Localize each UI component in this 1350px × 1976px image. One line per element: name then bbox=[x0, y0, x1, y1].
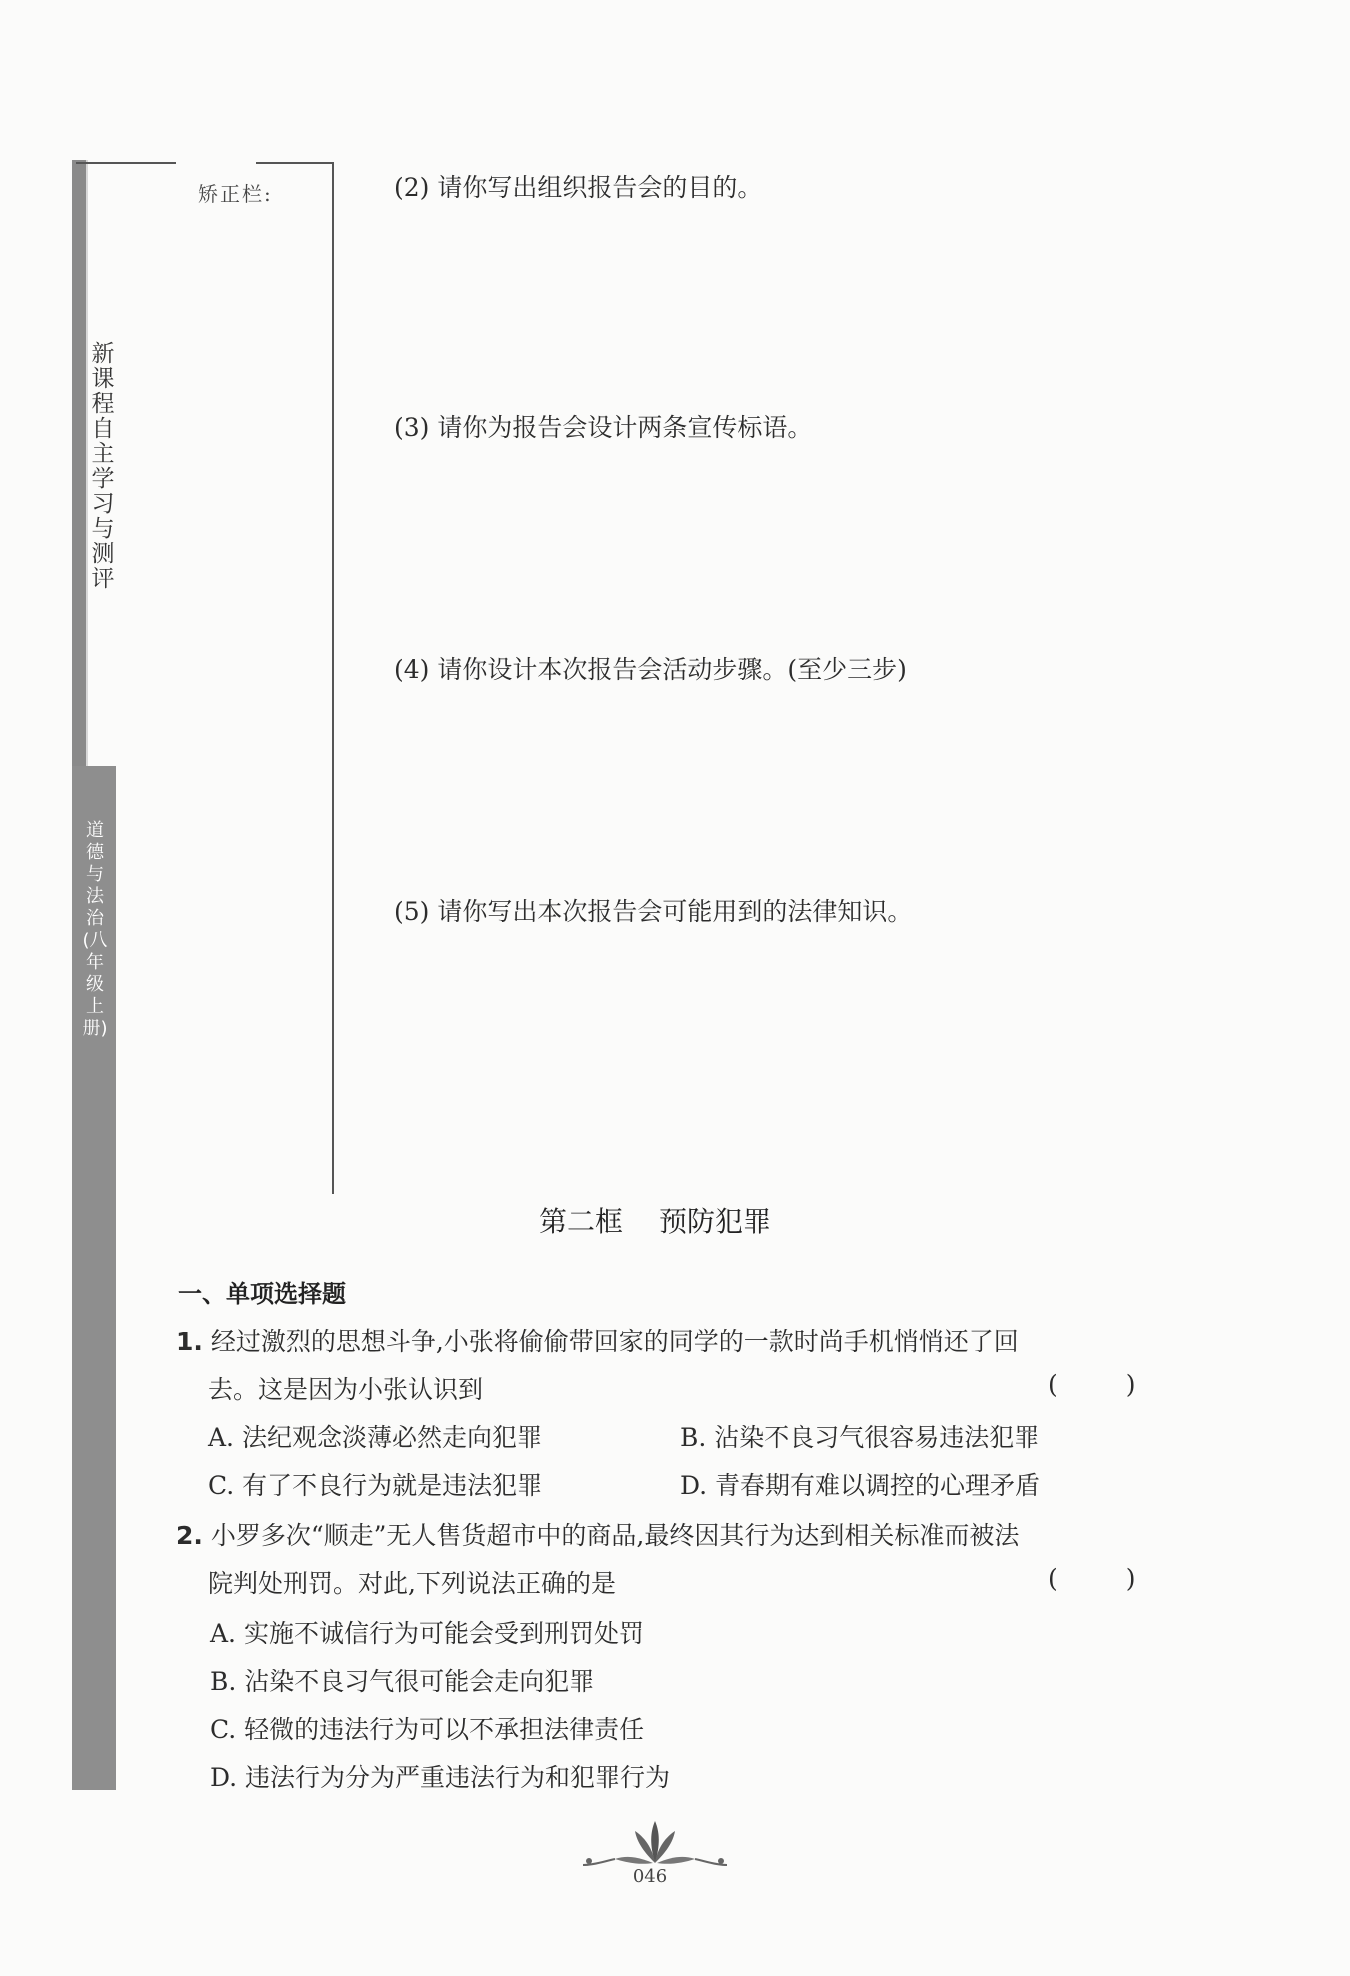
question-2-line-1 bbox=[176, 1516, 1019, 1552]
series-title: 新课程自主学习与测评 bbox=[91, 341, 115, 592]
heading-single-choice: 一、单项选择题 bbox=[178, 1280, 346, 1308]
floral-ornament-icon bbox=[575, 1815, 735, 1871]
question-part-3: (3) 请你为报告会设计两条宣传标语。 bbox=[394, 413, 813, 442]
section-label: 第二框 bbox=[538, 1205, 623, 1238]
section-title bbox=[0, 1200, 1310, 1240]
question-part-4: (4) 请你设计本次报告会活动步骤。(至少三步) bbox=[394, 655, 907, 684]
question-2-text-2: 院判处刑罚。对此,下列说法正确的是 bbox=[208, 1569, 616, 1598]
question-1-option-a[interactable]: A. 法纪观念淡薄必然走向犯罪 bbox=[208, 1423, 542, 1452]
question-2-answer-paren[interactable]: ( ) bbox=[1048, 1564, 1166, 1593]
question-2-text-1: 小罗多次“顺走”无人售货超市中的商品,最终因其行为达到相关标准而被法 bbox=[210, 1521, 1020, 1550]
subject-title: 道德与法治(八年级上册) bbox=[82, 820, 108, 1039]
question-1-text-2: 去。这是因为小张认识到 bbox=[208, 1375, 484, 1404]
question-1-line-1 bbox=[176, 1322, 1019, 1358]
question-1-number: 1. bbox=[176, 1327, 203, 1356]
question-2-option-d[interactable]: D. 违法行为分为严重违法行为和犯罪行为 bbox=[210, 1763, 671, 1792]
question-2-option-a[interactable]: A. 实施不诚信行为可能会受到刑罚处罚 bbox=[210, 1619, 644, 1648]
question-2-option-b[interactable]: B. 沾染不良习气很可能会走向犯罪 bbox=[210, 1667, 595, 1696]
page-number: 046 bbox=[632, 1866, 668, 1887]
question-1-answer-paren[interactable]: ( ) bbox=[1048, 1370, 1166, 1399]
question-part-2: (2) 请你写出组织报告会的目的。 bbox=[394, 173, 763, 202]
question-2-number: 2. bbox=[176, 1521, 203, 1550]
question-1-option-c[interactable]: C. 有了不良行为就是违法犯罪 bbox=[208, 1471, 543, 1500]
question-2-option-c[interactable]: C. 轻微的违法行为可以不承担法律责任 bbox=[210, 1715, 645, 1744]
correction-label: 矫正栏: bbox=[198, 182, 273, 206]
question-1-option-d[interactable]: D. 青春期有难以调控的心理矛盾 bbox=[680, 1471, 1041, 1500]
section-name: 预防犯罪 bbox=[659, 1205, 772, 1238]
question-1-option-b[interactable]: B. 沾染不良习气很容易违法犯罪 bbox=[680, 1423, 1040, 1452]
question-1-text-1: 经过激烈的思想斗争,小张将偷偷带回家的同学的一款时尚手机悄悄还了回 bbox=[210, 1327, 1019, 1356]
correction-column bbox=[76, 162, 334, 1194]
question-part-5: (5) 请你写出本次报告会可能用到的法律知识。 bbox=[394, 897, 913, 926]
